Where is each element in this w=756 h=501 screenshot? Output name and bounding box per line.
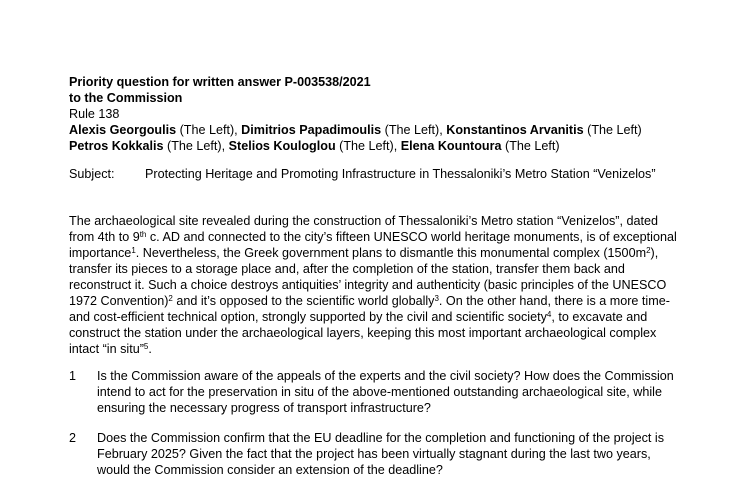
body-paragraph: The archaeological site revealed during the construction of Thessaloniki’s Metro station “Venizelos”, dated from 4th to 9th c. AD and connected to the city’s fifteen UNESCO world heritage monuments, is of exceptional importance$^1$. Nevertheless, the Greek government plans to dismantle this monumental complex $(1500m^2)$, transfer its pieces to a storage place and, after the completion of the station, transfer them back and reconstruct it. Such a choice destroys antiquities’ integrity and authenticity (basic principles of the UNESCO 1972 Convention)$^2$ and it’s opposed to the scientific world globally$^3$. On the other hand, there is a more time- and cost-efficient technical option, strongly supported by the civil and scientific society$^4$, to excavate and construct the station under the archaeological layers, keeping this most important archaeological complex intact “in situ”$^5$. <box>69 214 677 356</box>
question-number: 1 <box>69 369 77 383</box>
subject-text: Protecting Heritage and Promoting Infrastructure in Thessaloniki’s Metro Station “Venizelos” <box>145 167 656 181</box>
question-text: Does the Commission confirm that the EU deadline for the completion and functioning of the project is February 2025? Given the fact that the project has been virtually stagnant during the last two years, would the Commission consider an extension of the deadline? <box>97 431 665 477</box>
footnote-ref: 5 <box>143 342 149 351</box>
superscript: 2 <box>646 246 651 255</box>
author-name: Alexis Georgoulis <box>69 123 177 137</box>
footnote-ref: 1 <box>131 246 136 255</box>
superscript: th <box>139 230 147 239</box>
addressee: to the Commission <box>69 91 183 105</box>
authors-line-2: Petros Kokkalis (The Left), Stelios Kouloglou (The Left), Elena Kountoura (The Left) <box>69 139 560 153</box>
subject-label: Subject: <box>69 167 115 181</box>
author-group: (The Left) <box>179 123 235 137</box>
rule-reference: Rule 138 <box>69 107 120 121</box>
author-name: Petros Kokkalis <box>69 139 164 153</box>
author-name: Konstantinos Arvanitis <box>446 123 584 137</box>
author-group: (The Left) <box>339 139 394 153</box>
author-group: (The Left) <box>587 123 642 137</box>
authors-line-1: Alexis Georgoulis (The Left), Dimitrios Papadimoulis (The Left), Konstantinos Arvanitis (The Left) <box>69 123 642 137</box>
footnote-ref: 3 <box>434 294 439 303</box>
question-title: Priority question for written answer P-003538/2021 <box>69 75 371 89</box>
author-name: Dimitrios Papadimoulis <box>241 123 382 137</box>
author-name: Stelios Kouloglou <box>228 139 336 153</box>
question-number: 2 <box>69 431 77 445</box>
footnote-ref: 4 <box>546 310 552 319</box>
author-name: Elena Kountoura <box>400 139 502 153</box>
footnote-ref: 2 <box>168 294 173 303</box>
question-text: Is the Commission aware of the appeals of the experts and the civil society? How does the Commission intend to act for the preservation in situ of the above-mentioned outstanding archaeological site, while ensuring the necessary progress of transport infrastructure? <box>97 369 674 415</box>
author-group: (The Left) <box>167 139 222 153</box>
author-group: (The Left) <box>505 139 560 153</box>
author-group: (The Left) <box>384 123 440 137</box>
